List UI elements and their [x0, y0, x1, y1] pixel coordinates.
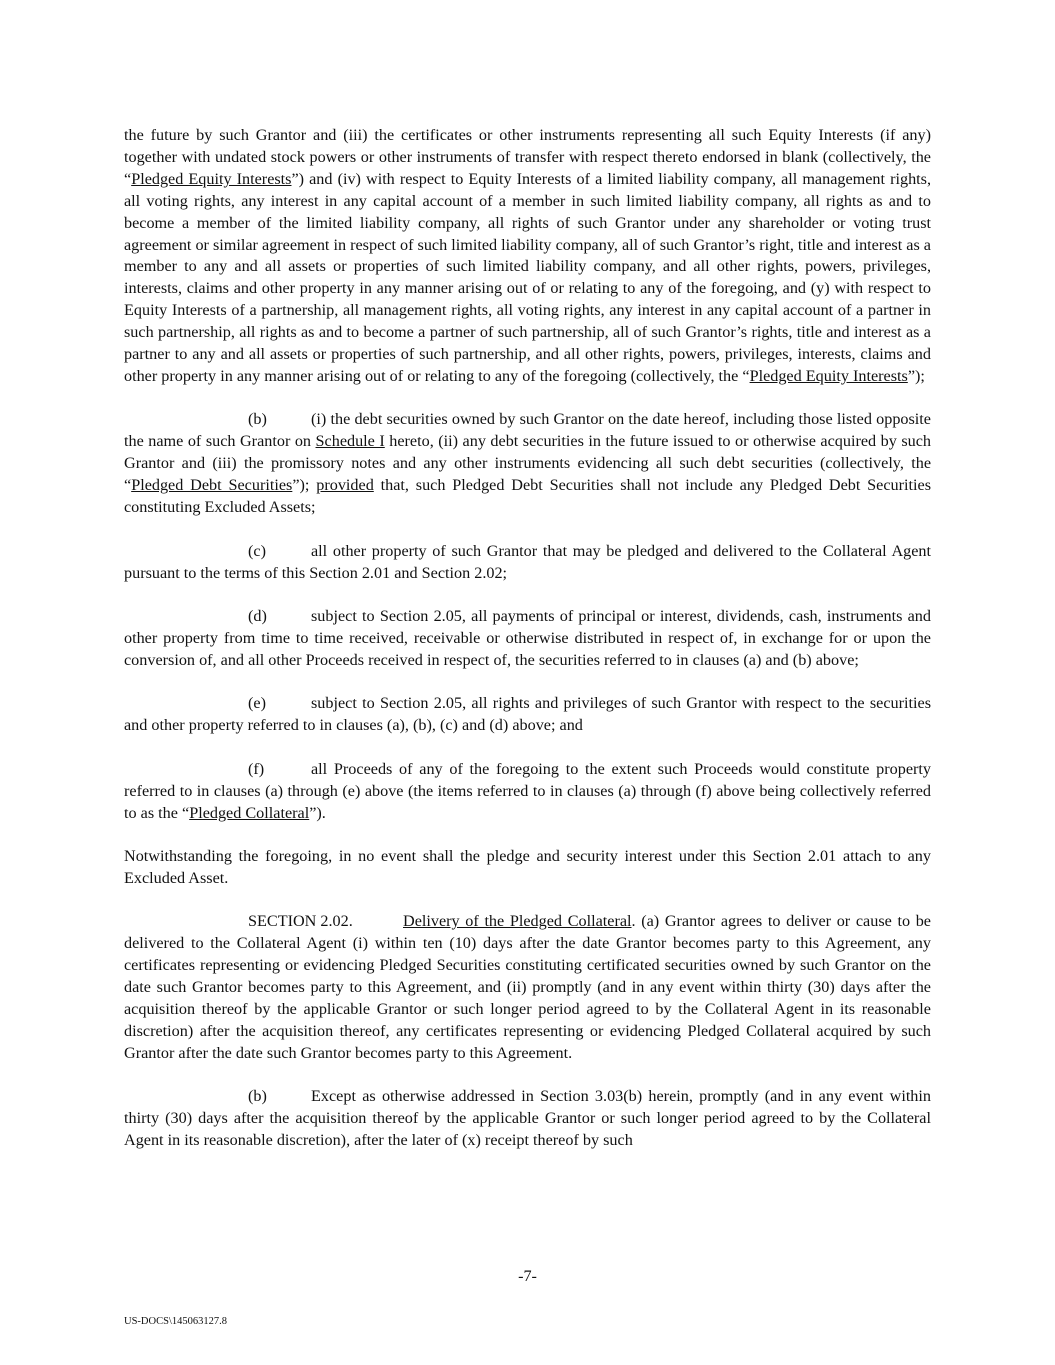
clause-label: (b)	[248, 1087, 267, 1106]
section-label: SECTION 2.02.	[248, 912, 353, 931]
defined-term: Pledged Collateral	[189, 803, 310, 822]
paragraph-a-continued: the future by such Grantor and (iii) the certificates or other instruments representing all such Equity Interests (if any) together with undated stock powers or other instruments of transfer with respect thereto endorsed in blank (collectively, the “Pledged Equity Interests”) and (iv) with respect to Equity Interests of a limited liability company, all management rights, all voting rights, any interest in any capital account of a member in such limited liability company, all rights as and to become a member of the limited liability company, all rights of such Grantor under any shareholder or voting trust agreement or similar agreement in respect of such limited liability company, all of such Grantor’s right, title and interest as a member to any and all assets or properties of such limited liability company, and all other rights, powers, privileges, interests, claims and other property in any manner arising out of or relating to any of the foregoing, and (y) with respect to Equity Interests of a partnership, all management rights, all voting rights, any interest in any capital account of a partner in such partnership, all rights as and to become a partner of such partnership, all of such Grantor’s rights, title and interest as a partner to any and all assets or properties of such partnership, and all other rights, powers, privileges, interests, claims and other property in any manner arising out of or relating to any of the foregoing (collectively, the “Pledged Equity Interests”);	[124, 126, 932, 385]
clause-label: (c)	[248, 541, 266, 560]
proviso-term: provided	[316, 476, 374, 495]
section-heading: Delivery of the Pledged Collateral	[403, 912, 632, 931]
paragraph-f: (f) all Proceeds of any of the foregoing to the extent such Proceeds would constitute property referred to in clauses (a) through (e) above (the items referred to in clauses (a) through (f) above being collectively referred to as the “Pledged Collateral”).	[124, 759, 931, 822]
paragraph-b: (b) (i) the debt securities owned by such Grantor on the date hereof, including those listed opposite the name of such Grantor on Schedule I hereto, (ii) any debt securities in the future issued to or otherwise acquired by such Grantor and (iii) the promissory notes and any other instruments evidencing all such debt securities (collectively, the “Pledged Debt Securities”); provided that, such Pledged Debt Securities shall not include any Pledged Debt Securities constituting Excluded Assets;	[124, 410, 932, 517]
document-body	[124, 125, 931, 1152]
clause-label: (e)	[248, 694, 266, 713]
clause-label: (f)	[248, 759, 265, 778]
clause-label: (d)	[248, 607, 267, 625]
paragraph-notwithstanding: Notwithstanding the foregoing, in no event shall the pledge and security interest under this Section 2.01 attach to any Excluded Asset.	[124, 847, 931, 887]
paragraph-d: (d) subject to Section 2.05, all payments of principal or interest, dividends, cash, instruments and other property from time to time received, receivable or otherwise distributed in respect of, in exchange for or upon the conversion of, and all other Proceeds received in respect of, the securities referred to in clauses (a) and (b) above;	[124, 607, 931, 669]
schedule-reference: Schedule I	[315, 432, 385, 451]
defined-term: Pledged Equity Interests	[749, 366, 908, 385]
paragraph-c: (c) all other property of such Grantor that may be pledged and delivered to the Collateral Agent pursuant to the terms of this Section 2.01 and Section 2.02;	[124, 541, 931, 582]
document-id: US-DOCS\145063127.8	[124, 1316, 227, 1327]
clause-label: (b)	[248, 410, 267, 429]
defined-term: Pledged Debt Securities	[131, 476, 293, 495]
page-number: -7-	[518, 1267, 537, 1285]
defined-term: Pledged Equity Interests	[131, 169, 292, 188]
paragraph-2-02-b: (b) Except as otherwise addressed in Section 3.03(b) herein, promptly (and in any event within thirty (30) days after the acquisition thereof by the applicable Grantor or such longer period agreed to by the Collateral Agent in its reasonable discretion), after the later of (x) receipt thereof by such	[124, 1087, 931, 1150]
paragraph-e: (e) subject to Section 2.05, all rights and privileges of such Grantor with respect to the securities and other property referred to in clauses (a), (b), (c) and (d) above; and	[124, 694, 931, 735]
section-2-02: SECTION 2.02. Delivery of the Pledged Collateral. (a) Grantor agrees to deliver or cause to be delivered to the Collateral Agent (i) within ten (10) days after the date Grantor becomes party to this Agreement, any certificates representing or evidencing Pledged Securities constituting certificated securities owned by such Grantor on the date such Grantor becomes party to this Agreement, and (ii) promptly (and in any event within thirty (30) days after the acquisition thereof by the applicable Grantor or such longer period agreed to by the Collateral Agent in its reasonable discretion) after the acquisition thereof, any certificates representing or evidencing Pledged Collateral acquired by such Grantor after the date such Grantor becomes party to this Agreement.	[124, 912, 931, 1062]
